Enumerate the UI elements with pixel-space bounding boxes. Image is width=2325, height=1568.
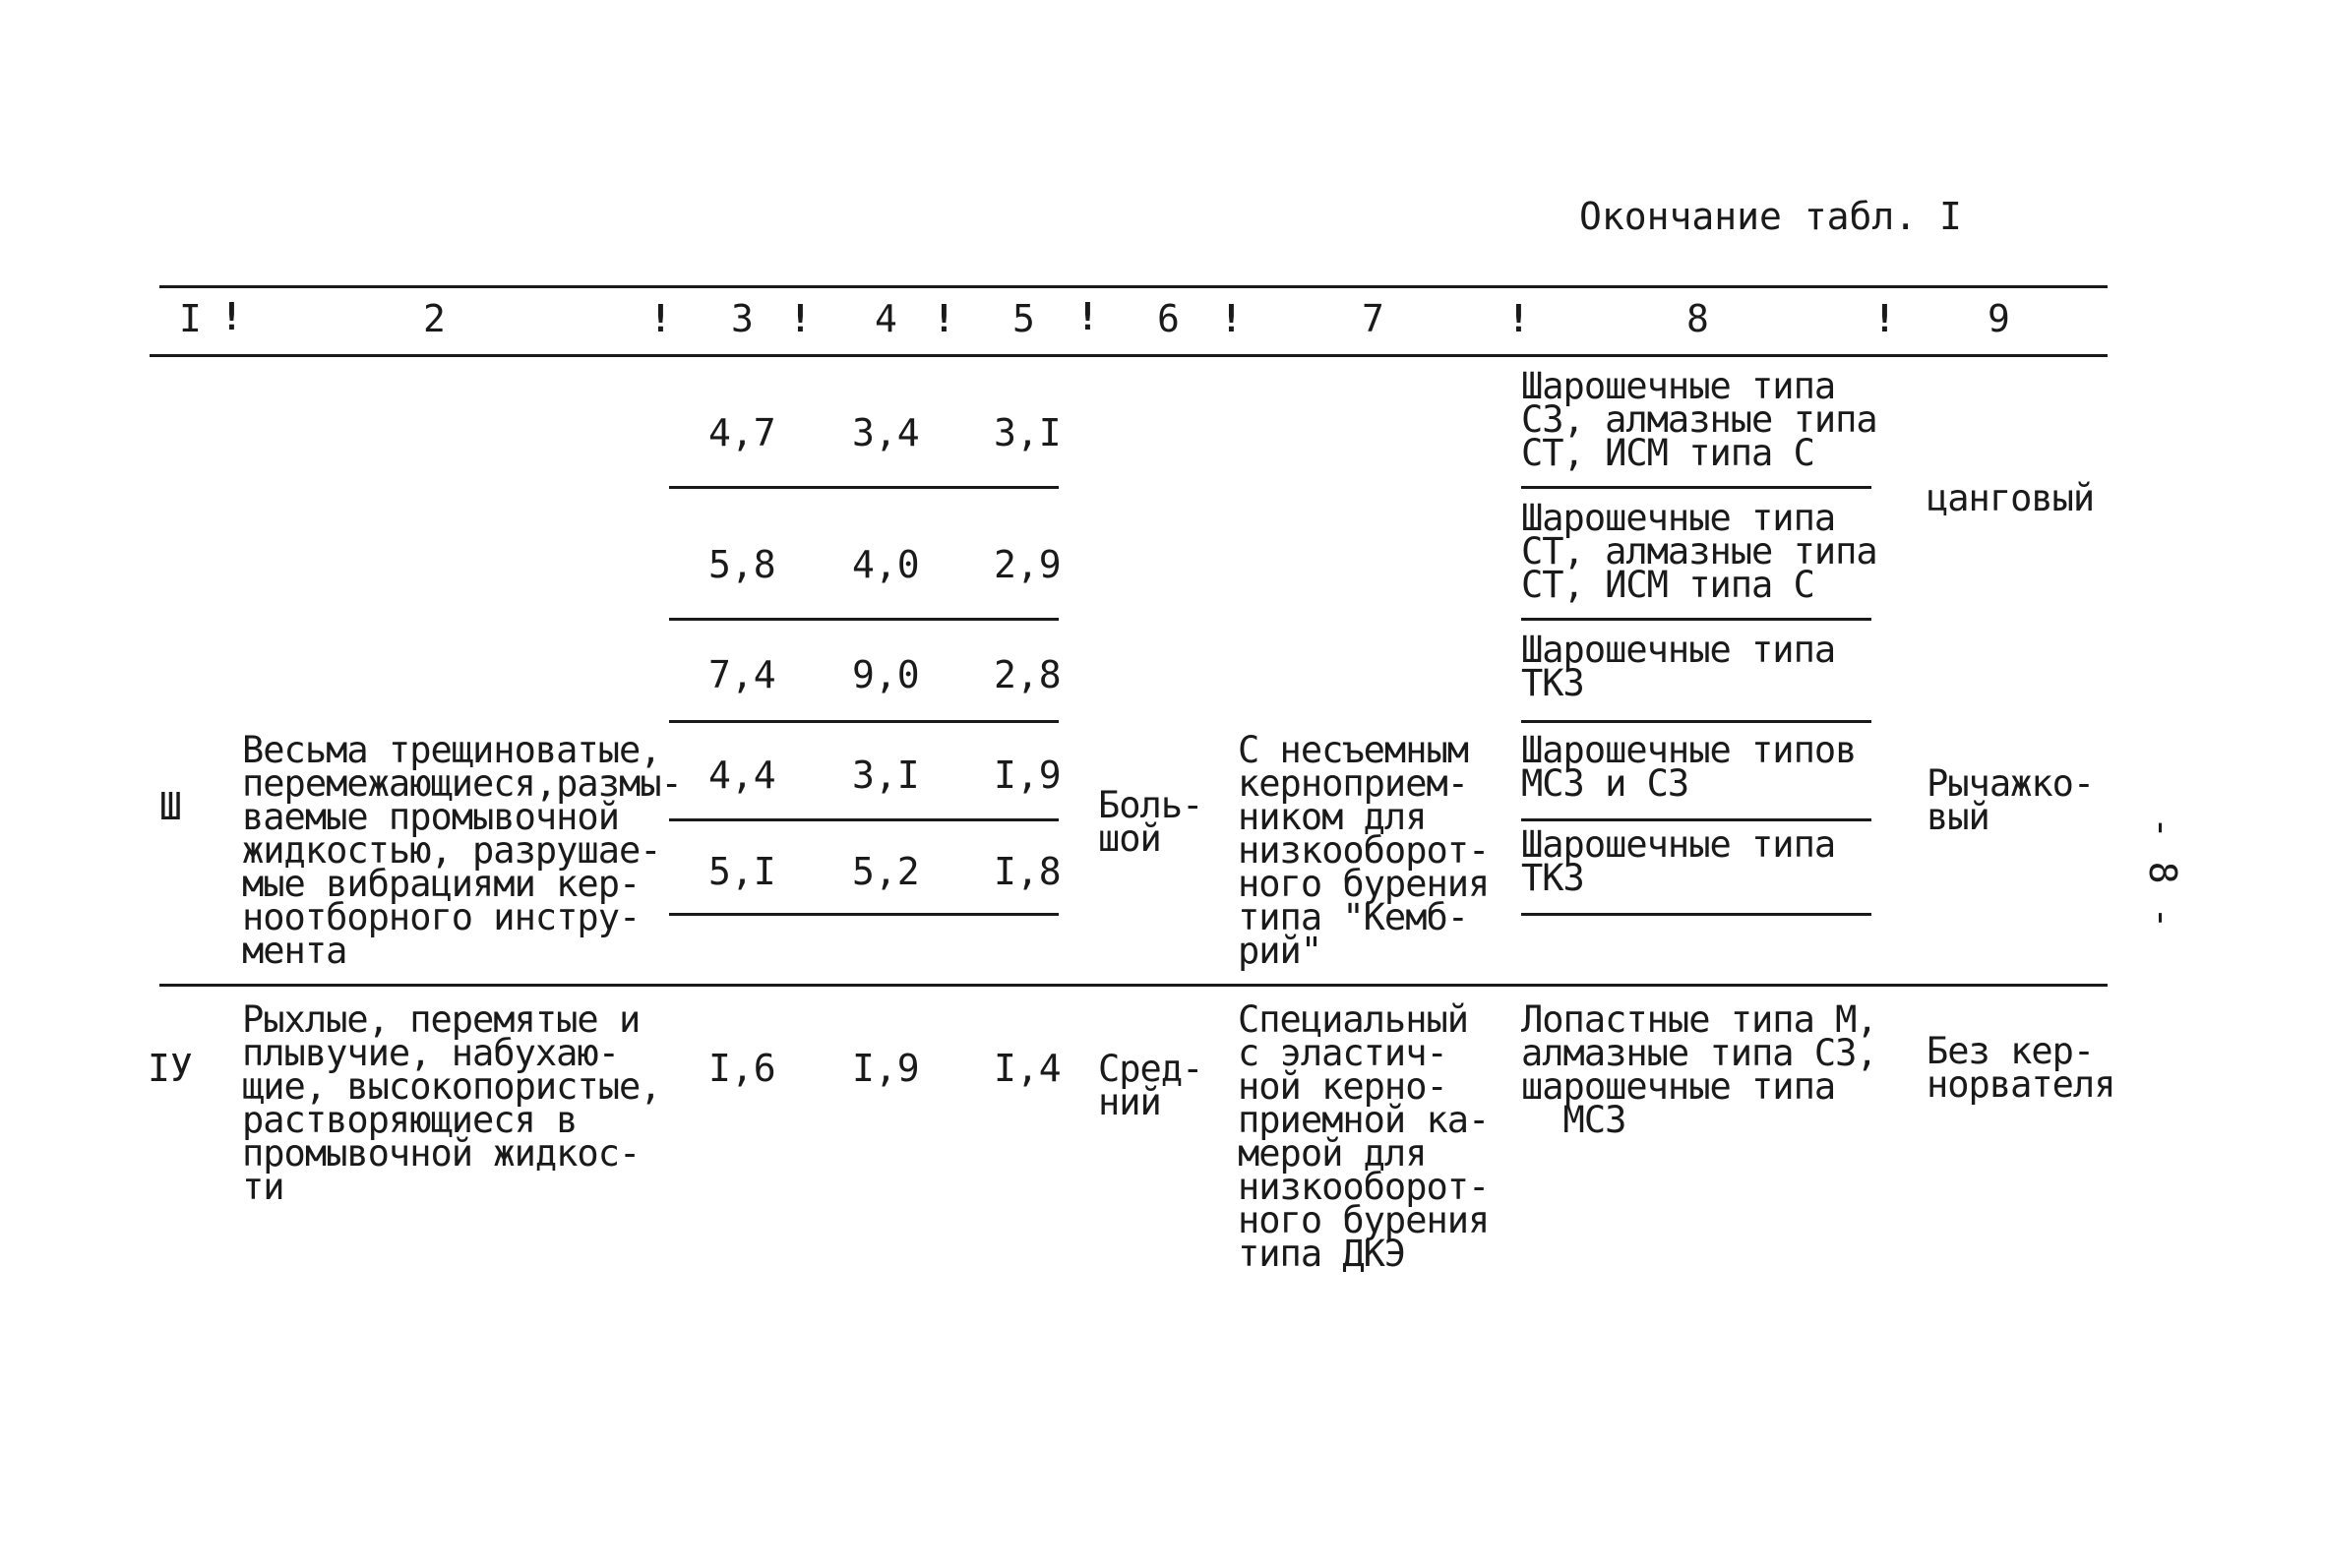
header-col-6: 6 <box>1157 297 1180 340</box>
header-separator: ! <box>1076 295 1099 338</box>
subrow-divider <box>1521 618 1871 621</box>
row-description: Рыхлые, перемятые и плывучие, набухаю- щие, высокопористые, растворяющиеся в промывочной жидкос- ти <box>242 998 661 1208</box>
cell-col3: 5,I <box>708 850 776 893</box>
subrow-divider <box>669 818 1059 821</box>
header-separator: ! <box>1873 297 1896 340</box>
header-col-4: 4 <box>875 297 897 340</box>
cell-col4: 3,I <box>852 754 920 797</box>
cell-col7: С несъемным керноприем- ником для низкооборот- ного бурения типа "Кемб- рий" <box>1238 729 1490 972</box>
cell-col8: Лопастные типа М, алмазные типа СЗ, шарошечные типа МСЗ <box>1521 998 1877 1141</box>
page-number: - 8 - <box>2141 816 2184 930</box>
cell-col5: 2,9 <box>994 543 1062 586</box>
header-separator: ! <box>220 295 243 338</box>
header-separator: ! <box>789 297 812 340</box>
cell-col4: 4,0 <box>852 543 920 586</box>
cell-col4: I,9 <box>852 1047 920 1090</box>
subrow-divider <box>669 913 1059 916</box>
row-category: Ш <box>159 785 182 828</box>
header-separator: ! <box>1507 297 1530 340</box>
cell-col5: I,4 <box>994 1047 1062 1090</box>
page-number-wrapper <box>2133 816 2192 930</box>
header-col-9: 9 <box>1988 297 2010 340</box>
subrow-divider <box>669 618 1059 621</box>
cell-col7: Специальный с эластич- ной керно- приемной ка- мерой для низкооборот- ного бурения типа ДКЭ <box>1238 998 1490 1275</box>
subrow-divider <box>1521 486 1871 489</box>
header-col-7: 7 <box>1362 297 1384 340</box>
cell-col5: 2,8 <box>994 653 1062 696</box>
cell-col5: I,8 <box>994 850 1062 893</box>
header-col-3: 3 <box>731 297 754 340</box>
header-separator: ! <box>1220 297 1243 340</box>
header-separator: ! <box>649 297 672 340</box>
cell-col4: 3,4 <box>852 411 920 454</box>
cell-col6: Сред- ний <box>1098 1048 1203 1123</box>
subrow-divider <box>669 720 1059 723</box>
cell-col8: Шарошечные типа СТ, алмазные типа СТ, ИСМ типа С <box>1521 497 1877 606</box>
cell-col8: Шарошечные типа СЗ, алмазные типа СТ, ИСМ типа С <box>1521 365 1877 474</box>
cell-col8: Шарошечные типа ТКЗ <box>1521 629 1836 704</box>
cell-col3: 7,4 <box>708 653 776 696</box>
row-category: IУ <box>148 1047 193 1090</box>
cell-col8: Шарошечные типов МСЗ и СЗ <box>1521 729 1857 805</box>
cell-col9: Без кер- норвателя <box>1927 1030 2115 1106</box>
table-caption: Окончание табл. I <box>1579 195 1962 238</box>
subrow-divider <box>1521 913 1871 916</box>
cell-col4: 9,0 <box>852 653 920 696</box>
subrow-divider <box>1521 720 1871 723</box>
cell-col8: Шарошечные типа ТКЗ <box>1521 823 1836 899</box>
header-col-5: 5 <box>1012 297 1035 340</box>
cell-col3: 4,4 <box>708 754 776 797</box>
cell-col3: I,6 <box>708 1047 776 1090</box>
cell-col4: 5,2 <box>852 850 920 893</box>
cell-col3: 4,7 <box>708 411 776 454</box>
cell-col5: I,9 <box>994 754 1062 797</box>
cell-col9: цанговый <box>1927 477 2095 519</box>
row-separator <box>159 984 2108 987</box>
cell-col9: Рычажко- вый <box>1927 762 2095 838</box>
header-top-rule <box>159 285 2108 288</box>
subrow-divider <box>1521 818 1871 821</box>
header-separator: ! <box>933 297 955 340</box>
subrow-divider <box>669 486 1059 489</box>
header-col-1: I <box>179 297 202 340</box>
header-col-2: 2 <box>423 297 446 340</box>
cell-col6: Боль- шой <box>1098 784 1203 860</box>
header-bottom-rule <box>150 354 2108 357</box>
cell-col3: 5,8 <box>708 543 776 586</box>
row-description: Весьма трещиноватые, перемежающиеся,размы- ваемые промывочной жидкостью, разрушае- мые вибрациями кер- ноотборного инстру- мента <box>242 729 682 972</box>
cell-col5: 3,I <box>994 411 1062 454</box>
header-col-8: 8 <box>1686 297 1709 340</box>
